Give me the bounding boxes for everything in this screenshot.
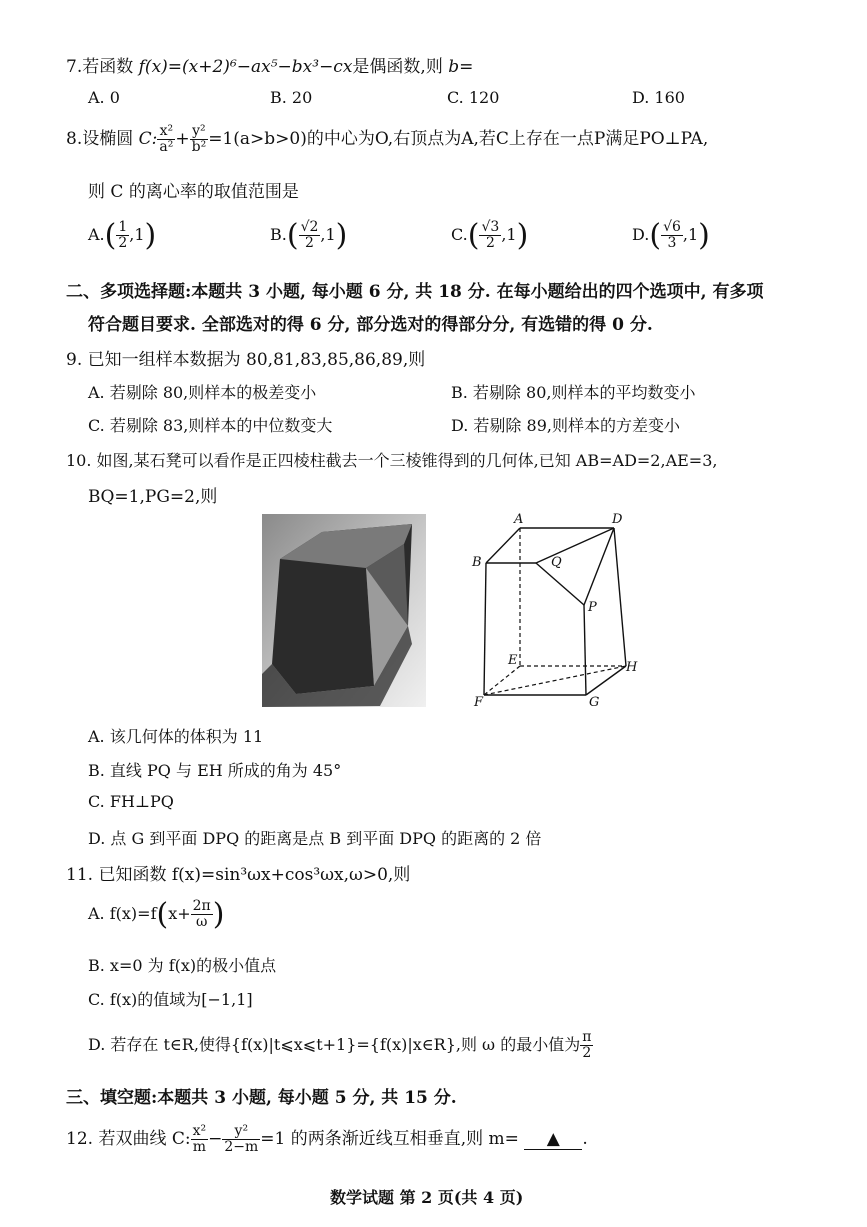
page-footer: 数学试题 第 2 页(共 4 页): [330, 1188, 524, 1207]
vertex-label-b: B: [472, 555, 482, 570]
q10-option-b: B. 直线 PQ 与 EH 所成的角为 45°: [88, 761, 342, 780]
q8-option-c: C.( $\frac{√3}{2}$ ,1): [451, 218, 529, 253]
q11-option-b: B. x=0 为 f(x)的极小值点: [88, 956, 277, 975]
q9-option-d: D. 若剔除 89,则样本的方差变小: [451, 416, 680, 435]
q7-stem: 7.若函数 f(x)=(x+2)⁶−ax⁵−bx³−cx是偶函数,则 b=: [66, 57, 474, 77]
vertex-label-d: D: [612, 512, 623, 527]
vertex-label-f: F: [474, 695, 484, 710]
q9-stem: 9. 已知一组样本数据为 80,81,83,85,86,89,则: [66, 350, 426, 370]
vertex-label-a: A: [514, 512, 524, 527]
vertex-label-e: E: [508, 653, 518, 668]
q8-option-d: D.( $\frac{√6}{3}$ ,1): [632, 218, 710, 253]
q10-option-d: D. 点 G 到平面 DPQ 的距离是点 B 到平面 DPQ 的距离的 2 倍: [88, 829, 542, 848]
q7-option-d: D. 160: [632, 88, 685, 107]
answer-blank[interactable]: ▲: [524, 1129, 582, 1150]
prism-diagram-svg: [468, 508, 678, 713]
vertex-label-q: Q: [551, 555, 562, 570]
section-3-heading: 三、填空题:本题共 3 小题, 每小题 5 分, 共 15 分.: [66, 1088, 457, 1108]
stone-stool-photo: [262, 514, 426, 707]
vertex-label-g: G: [589, 695, 600, 710]
q10-stem-line2: BQ=1,PG=2,则: [88, 487, 218, 507]
q8-stem-line2: 则 C 的离心率的取值范围是: [88, 182, 299, 202]
q11-option-d: D. 若存在 t∈R,使得{f(x)|t⩽x⩽t+1}={f(x)|x∈R},则 ω 的最小值为 $\frac{\pi}{2}$: [88, 1029, 592, 1061]
q10-stem: 10. 如图,某石凳可以看作是正四棱柱截去一个三棱锥得到的几何体,已知 AB=AD=2,AE=3,: [66, 451, 718, 470]
q9-option-a: A. 若剔除 80,则样本的极差变小: [88, 383, 317, 402]
q8-option-b: B.( $\frac{√2}{2}$ ,1): [270, 218, 348, 253]
q12-stem: 12. 若双曲线 C: $\frac{\text{x²}}{m}$ − $\frac{\text{y²}}{2-m}$ =1 的两条渐近线互相垂直,则 m= ▲ .: [66, 1123, 588, 1155]
prism-diagram: [468, 508, 678, 717]
vertex-label-h: H: [626, 660, 638, 675]
q11-stem: 11. 已知函数 f(x)=sin³ωx+cos³ωx,ω>0,则: [66, 865, 411, 885]
q11-option-a: A. f(x)=f(x+ $\frac{2\pi}{\omega}$ ): [88, 897, 225, 932]
section-2-heading-line2: 符合题目要求. 全部选对的得 6 分, 部分选对的得部分分, 有选错的得 0 分.: [88, 315, 653, 335]
q7-option-b: B. 20: [270, 88, 313, 107]
q9-option-b: B. 若剔除 80,则样本的平均数变小: [451, 383, 696, 402]
vertex-label-p: P: [588, 600, 597, 615]
q8-option-a: A.( $\frac{1}{2}$ ,1): [88, 218, 157, 253]
q11-option-c: C. f(x)的值域为[−1,1]: [88, 990, 253, 1009]
section-2-heading: 二、多项选择题:本题共 3 小题, 每小题 6 分, 共 18 分. 在每小题给出的四个选项中, 有多项: [66, 282, 764, 302]
q10-option-a: A. 该几何体的体积为 11: [88, 727, 264, 746]
q7-option-c: C. 120: [447, 88, 500, 107]
q9-option-c: C. 若剔除 83,则样本的中位数变大: [88, 416, 333, 435]
q7-option-a: A. 0: [88, 88, 120, 107]
q8-stem: 8.设椭圆 C: $\frac{\text{x²}}{\text{a²}}$ + $\frac{\text{y²}}{\text{b²}}$ =1(a>b>0)的中心为O,右顶点为A,若C上存在一点P满足PO⊥PA,: [66, 123, 709, 155]
q10-option-c: C. FH⊥PQ: [88, 792, 174, 811]
